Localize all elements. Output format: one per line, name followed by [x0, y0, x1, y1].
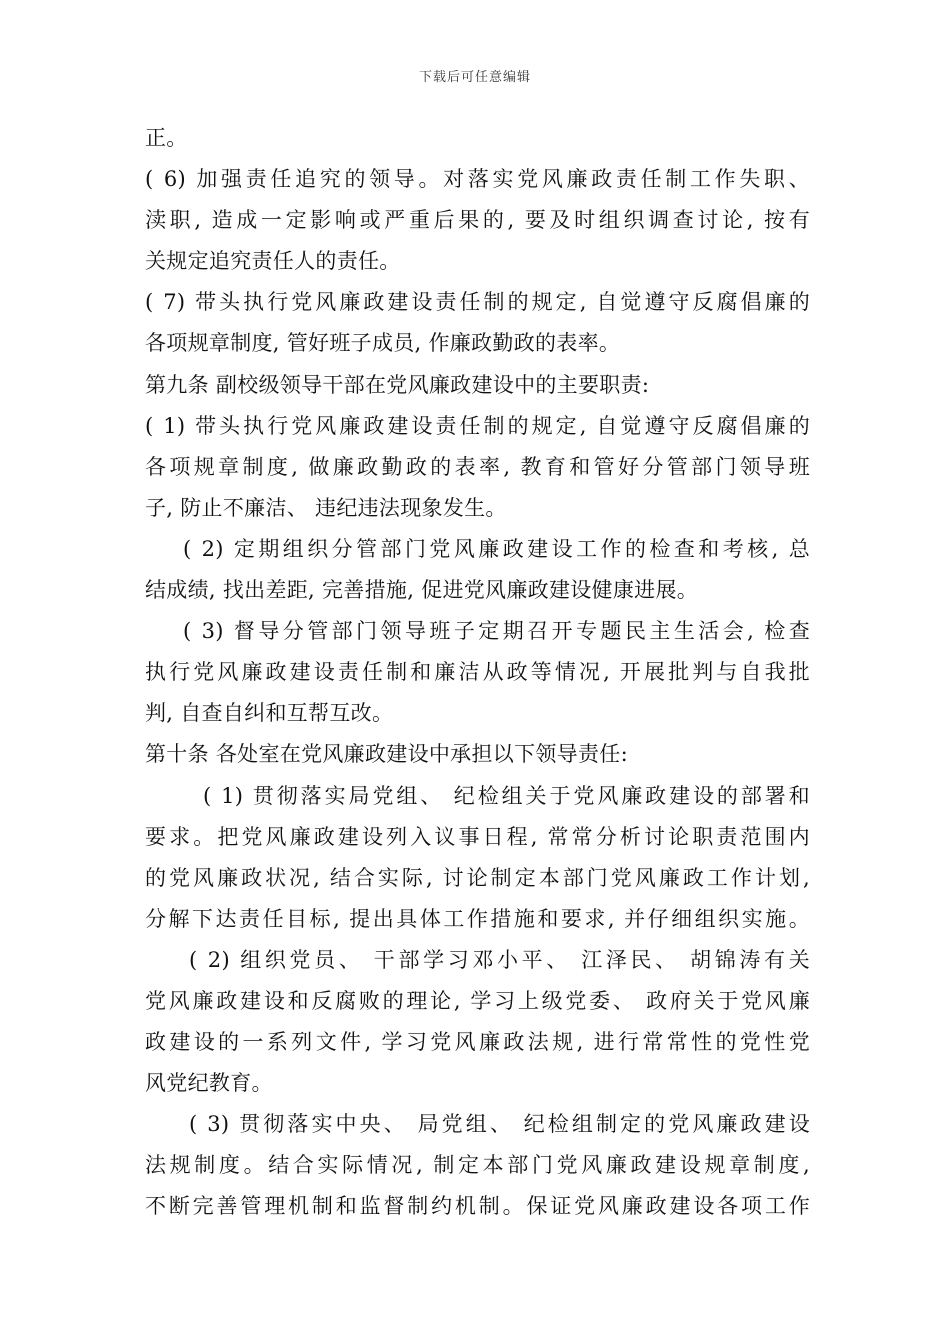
text-line: 的党风廉政状况, 结合实际, 讨论制定本部门党风廉政工作计划,: [145, 865, 810, 890]
text-line: ( 3) 督导分管部门领导班子定期召开专题民主生活会, 检查: [183, 619, 810, 644]
text-line: 结成绩, 找出差距, 完善措施, 促进党风廉政建设健康进展。: [145, 578, 699, 603]
text-line: ( 2) 组织党员、 干部学习邓小平、 江泽民、 胡锦涛有关: [189, 947, 810, 972]
text-line: ( 1) 贯彻落实局党组、 纪检组关于党风廉政建设的部署和: [203, 783, 810, 808]
text-line: 各项规章制度, 管好班子成员, 作廉政勤政的表率。: [145, 331, 621, 356]
document-body: [145, 118, 810, 1228]
text-line: 政建设的一系列文件, 学习党风廉政法规, 进行常常性的党性党: [145, 1030, 810, 1055]
text-line: ( 3) 贯彻落实中央、 局党组、 纪检组制定的党风廉政建设: [189, 1112, 810, 1137]
text-line: 不断完善管理机制和监督制约机制。保证党风廉政建设各项工作: [145, 1194, 810, 1219]
text-line: 子, 防止不廉洁、 违纪违法现象发生。: [145, 495, 507, 520]
text-line: 党风廉政建设和反腐败的理论, 学习上级党委、 政府关于党风廉: [145, 988, 810, 1013]
text-line: ( 1) 带头执行党风廉政建设责任制的规定, 自觉遵守反腐倡廉的: [145, 413, 810, 438]
text-line: ( 2) 定期组织分管部门党风廉政建设工作的检查和考核, 总: [183, 536, 810, 561]
text-line: ( 7) 带头执行党风廉政建设责任制的规定, 自觉遵守反腐倡廉的: [145, 290, 810, 315]
text-line: 分解下达责任目标, 提出具体工作措施和要求, 并仔细组织实施。: [145, 906, 810, 931]
text-line: 第十条 各处室在党风廉政建设中承担以下领导责任:: [145, 742, 628, 767]
text-line: 要求。把党风廉政建设列入议事日程, 常常分析讨论职责范围内: [145, 824, 810, 849]
page-header: 下载后可任意编辑: [418, 70, 531, 85]
text-line: 第九条 副校级领导干部在党风廉政建设中的主要职责:: [145, 372, 650, 397]
text-line: 渎职, 造成一定影响或严重后果的, 要及时组织调查讨论, 按有: [145, 208, 810, 233]
text-line: 关规定追究责任人的责任。: [145, 249, 401, 274]
text-line: 风党纪教育。: [145, 1071, 273, 1096]
text-line: ( 6) 加强责任追究的领导。对落实党风廉政责任制工作失职、: [145, 167, 810, 192]
text-line: 各项规章制度, 做廉政勤政的表率, 教育和管好分管部门领导班: [145, 454, 810, 479]
text-line: 法规制度。结合实际情况, 制定本部门党风廉政建设规章制度,: [145, 1153, 810, 1178]
text-line: 判, 自查自纠和互帮互改。: [145, 701, 394, 726]
text-line: 执行党风廉政建设责任制和廉洁从政等情况, 开展批判与自我批: [145, 660, 810, 685]
text-line: 正。: [145, 126, 188, 150]
